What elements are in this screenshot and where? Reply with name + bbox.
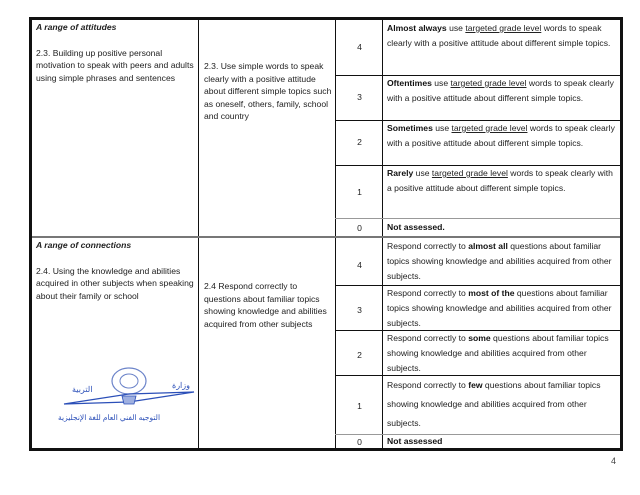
level-descriptor: Oftentimes use targeted grade level words to speak clearly with a positive attitude about different simple topics. [387,78,614,103]
performance-indicator: 2.4 Respond correctly to questions about familiar topics showing knowledge and abilities acquired from other subjects [204,281,327,329]
section-heading: A range of connections [36,240,132,250]
section-heading: A range of attitudes [36,22,117,32]
level-descriptor: Respond correctly to few questions about familiar topics showing knowledge and abilities acquired from other subjects. [387,380,601,428]
page-number: 4 [611,456,617,466]
learning-outcome: 2.4. Using the knowledge and abilities acquired in other subjects when speaking about their family or school [36,265,194,301]
level-descriptor: Respond correctly to some questions about familiar topics showing knowledge and abilities acquired from other subjects. [387,333,609,373]
score: 1 [357,401,362,411]
svg-text:وزارة: وزارة [172,381,191,390]
svg-text:التوجيه الفني العام للغة الإنج: التوجيه الفني العام للغة الإنجليزية [58,413,161,422]
score: 2 [357,137,362,147]
level-descriptor: Respond correctly to almost all questions about familiar topics showing knowledge and abilities acquired from other subjects. [387,241,612,281]
score: 3 [357,305,362,315]
level-descriptor: Almost always use targeted grade level words to speak clearly with a positive attitude about different simple topics. [387,23,611,48]
level-descriptor: Not assessed [387,436,443,446]
score: 3 [357,92,362,102]
level-descriptor: Sometimes use targeted grade level words to speak clearly with a positive attitude about different simple topics. [387,123,615,148]
score: 4 [357,42,362,52]
level-descriptor: Not assessed. [387,222,445,232]
svg-text:التربية: التربية [72,385,93,394]
level-descriptor: Rarely use targeted grade level words to speak clearly with a positive attitude about different simple topics. [387,168,613,193]
score: 2 [357,350,362,360]
performance-indicator: 2.3. Use simple words to speak clearly with a positive attitude about different simple topics such as oneself, others, family, school and country [204,61,332,121]
ministry-logo [54,366,204,428]
level-descriptor: Respond correctly to most of the questions about familiar topics showing knowledge and abilities acquired from other subjects. [387,288,612,328]
score: 0 [357,437,362,447]
learning-outcome: 2.3. Building up positive personal motivation to speak with peers and adults using simple phrases and sentences [36,47,194,83]
rubric-table [29,17,623,451]
score: 1 [357,187,362,197]
ministry-emblem-icon [54,366,204,428]
score: 0 [357,223,362,233]
score: 4 [357,260,362,270]
